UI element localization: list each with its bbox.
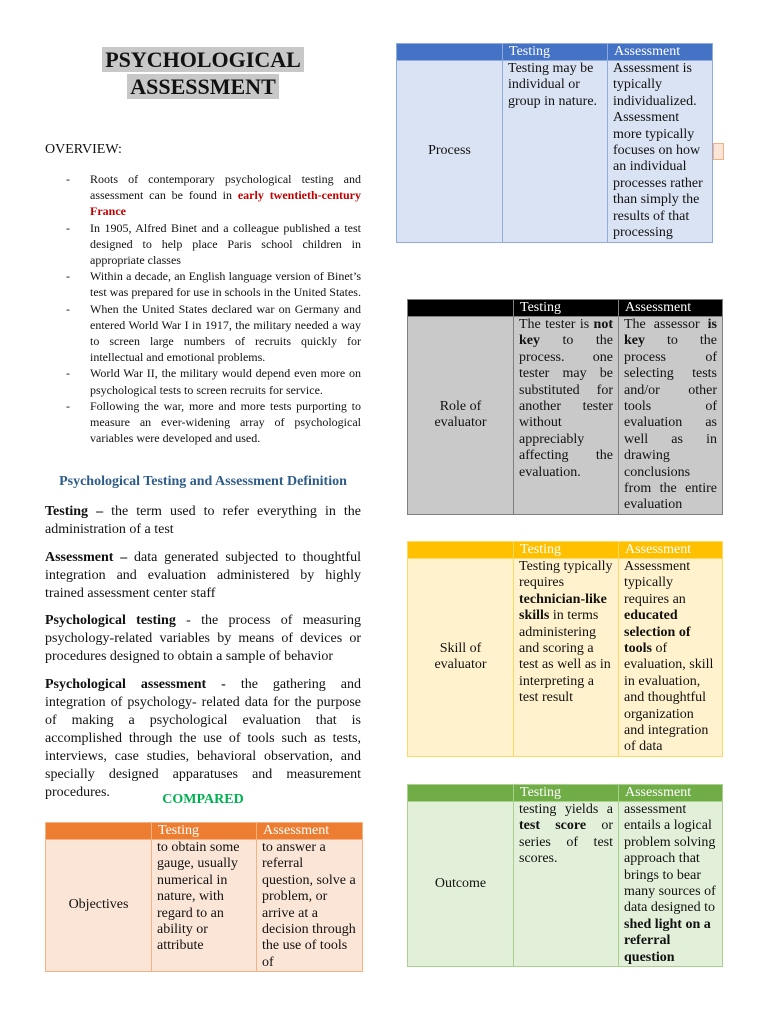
cell-text: to the process. one tester may be substituted for another tester without appreciably affecting the evaluation. — [519, 333, 613, 480]
header-assessment: Assessment — [608, 44, 713, 61]
compared-heading: COMPARED — [162, 792, 244, 807]
cell-text: in terms administering and scoring a test as well as in interpreting a test result — [519, 608, 611, 706]
cell-testing: to obtain some gauge, usually numerical in nature, with regard to an ability or attribute — [152, 840, 257, 972]
cell-text: Assessment typically requires an — [624, 559, 691, 607]
cell-bold: test score — [519, 818, 587, 834]
overview-bullets — [62, 171, 361, 446]
header-testing: Testing — [152, 823, 257, 840]
cell-testing — [514, 802, 619, 967]
definition-text: - the process of measuring psychology-related variables by means of devices or procedures designed to obtain a sample of behavior — [45, 613, 362, 664]
cell-text: of evaluation, skill in evaluation, and thoughtful organization and integration of data — [624, 641, 714, 755]
header-blank — [46, 823, 152, 840]
bullet-item: - Roots of contemporary psychological testing and assessment can be found in early twentieth-century France — [66, 172, 361, 219]
outcome-table — [407, 784, 723, 967]
definition-text: data generated subjected to thoughtful integration and evaluation administered by highly trained assessment center staff — [45, 550, 361, 601]
cell-bold: technician-like skills — [519, 591, 607, 624]
header-blank — [408, 542, 514, 559]
cell-bold: shed light on a referral question — [624, 916, 711, 965]
definition-psych-testing — [45, 612, 361, 666]
row-label-objectives: Objectives — [46, 840, 152, 972]
header-assessment: Assessment — [619, 300, 723, 317]
row-label-role: Role of evaluator — [408, 317, 514, 515]
bullet-item: - Following the war, more and more tests purporting to measure an ever-widening array of psychological variables were developed and used. — [66, 398, 361, 446]
bullet-text: Roots of contemporary psychological testing and assessment can be found in — [90, 172, 361, 203]
cell-assessment — [619, 317, 723, 515]
header-testing: Testing — [514, 542, 619, 559]
bullet-item: - When the United States declared war on Germany and entered World War I in 1917, the military needed a way to screen large numbers of recruits quickly for intellectual and emotional problems. — [66, 301, 361, 365]
cell-text: Testing typically requires — [519, 559, 613, 591]
header-testing: Testing — [514, 300, 619, 317]
cell-bold: not key — [519, 317, 613, 349]
header-assessment: Assessment — [619, 542, 723, 559]
row-label-outcome: Outcome — [408, 802, 514, 967]
cell-bold: is key — [624, 317, 717, 349]
bullet-text: When the United States declared war on Germany and entered World War I in 1917, the military needed a way to screen large numbers of recruits quickly for intellectual and emotional problems. — [90, 301, 361, 365]
bullet-text: Within a decade, an English language version of Binet’s test was prepared for use in schools in the United States. — [90, 269, 361, 300]
bullet-item: - World War II, the military would depend even more on psychological tests to screen recruits for service. — [66, 366, 361, 397]
definition-term: Psychological testing — [45, 613, 176, 628]
definition-heading: Psychological Testing and Assessment Definition — [59, 474, 347, 489]
bullet-item: - Within a decade, an English language version of Binet’s test was prepared for use in schools in the United States. — [66, 269, 361, 300]
row-label-skill: Skill of evaluator — [408, 559, 514, 757]
role-table — [407, 299, 723, 515]
header-blank — [397, 44, 503, 61]
cell-assessment — [619, 559, 723, 757]
definition-text: the gathering and integration of psychology- related data for the purpose of making a psychological evaluation that is accomplished through the use of tools such as tests, interviews, case studies, behavioral observation, and specially designed apparatuses and measurement procedures. — [45, 677, 361, 800]
bullet-highlight: early twentieth-century France — [90, 188, 361, 219]
overview-label: OVERVIEW: — [45, 142, 122, 157]
title-line-1: PSYCHOLOGICAL — [102, 47, 304, 72]
definition-assessment — [45, 549, 361, 603]
page-title — [45, 46, 361, 100]
definition-testing — [45, 503, 361, 539]
bullet-item: - In 1905, Alfred Binet and a colleague published a test designed to help place Paris school children in appropriate classes — [66, 220, 361, 268]
row-label-process: Process — [397, 61, 503, 243]
bullet-text: World War II, the military would depend even more on psychological tests to screen recruits for service. — [90, 366, 361, 397]
header-blank — [408, 785, 514, 802]
definition-term: Assessment – — [45, 550, 128, 565]
cell-assessment: Assessment is typically individualized. Assessment more typically focuses on how an individual processes rather than simply the results of that processing — [608, 61, 713, 243]
cell-testing — [514, 559, 619, 757]
cell-text: assessment entails a logical problem solving approach that brings to bear many sources of data designed to — [624, 802, 716, 916]
definition-psych-assessment — [45, 676, 361, 802]
bullet-text: In 1905, Alfred Binet and a colleague published a test designed to help place Paris school children in appropriate classes — [90, 220, 361, 268]
skill-table — [407, 541, 723, 757]
header-assessment: Assessment — [619, 785, 723, 802]
cell-text: The tester is — [519, 317, 594, 332]
cell-text: to the process of selecting tests and/or other tools of evaluation as well as in drawing conclusions from the entire evaluation — [624, 333, 717, 513]
bullet-text: Following the war, more and more tests purporting to measure an ever-widening array of psychological variables were developed and used. — [90, 398, 361, 446]
header-assessment: Assessment — [257, 823, 363, 840]
definition-term: Psychological assessment - — [45, 677, 226, 692]
cell-assessment: to answer a referral question, solve a problem, or arrive at a decision through the use of tools of — [257, 840, 363, 972]
process-table — [396, 43, 713, 243]
title-line-2: ASSESSMENT — [127, 74, 279, 99]
cell-bold: educated selection of tools — [624, 608, 691, 657]
cell-assessment — [619, 802, 723, 967]
orange-marker — [713, 143, 724, 160]
definition-text: the term used to refer everything in the administration of a test — [45, 504, 361, 537]
cell-text: The assessor — [624, 317, 708, 332]
cell-text: or series of test scores. — [519, 818, 613, 867]
definition-term: Testing – — [45, 504, 104, 519]
cell-testing: Testing may be individual or group in nature. — [503, 61, 608, 243]
header-testing: Testing — [514, 785, 619, 802]
cell-testing — [514, 317, 619, 515]
header-blank — [408, 300, 514, 317]
cell-text: testing yields a — [519, 802, 613, 817]
header-testing: Testing — [503, 44, 608, 61]
objectives-table — [45, 822, 363, 972]
